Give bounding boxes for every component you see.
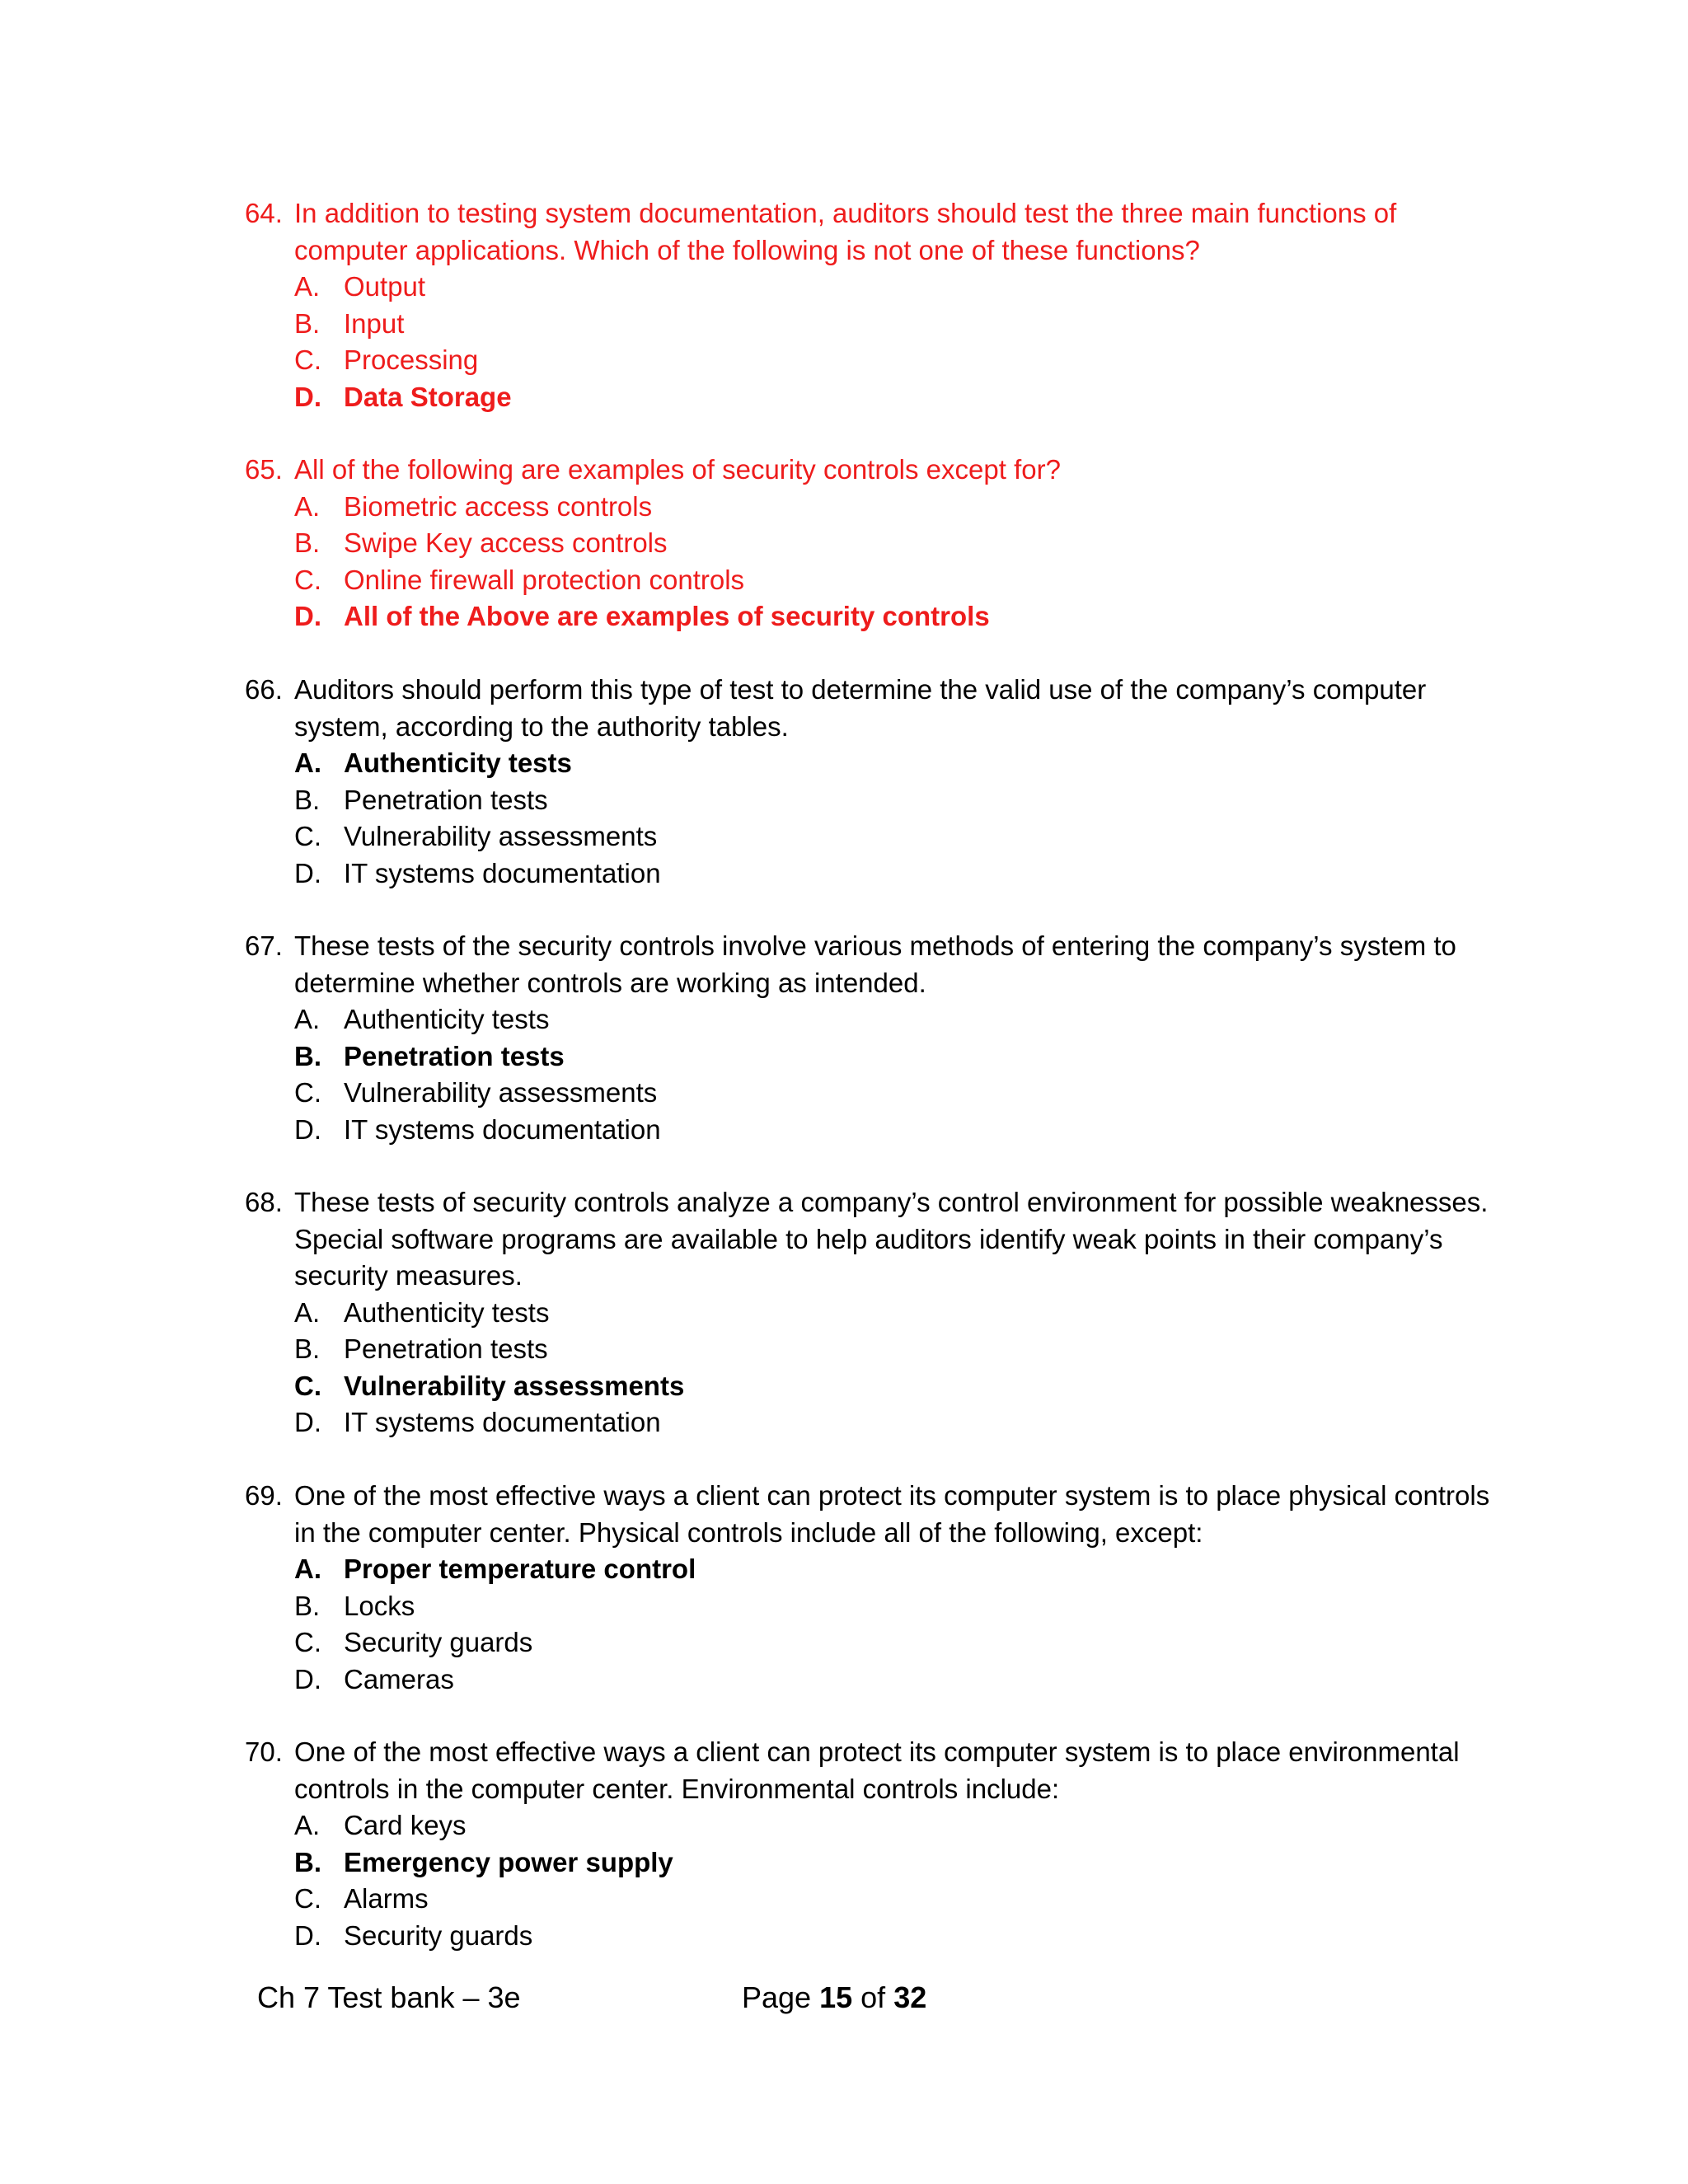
option-c: [245, 1075, 1498, 1112]
option-text: All of the Above are examples of security controls: [344, 601, 990, 631]
option-text: Penetration tests: [344, 1333, 548, 1364]
question-64: [245, 195, 1498, 415]
option-b: [245, 525, 1498, 562]
option-text: Card keys: [344, 1810, 467, 1840]
option-letter: A.: [294, 748, 321, 778]
option-a-correct: [245, 1551, 1498, 1588]
option-c: [245, 1881, 1498, 1918]
option-text: Locks: [344, 1590, 415, 1621]
option-list: [245, 1001, 1498, 1148]
option-b: [245, 306, 1498, 343]
question-text: In addition to testing system documentation, auditors should test the three main functions of computer applications. Which of the following is not one of these functions?: [294, 198, 1397, 265]
footer-document-title: Ch 7 Test bank – 3e: [257, 1980, 521, 2014]
option-letter: B.: [294, 784, 321, 815]
question-stem: [245, 928, 1498, 1001]
question-number: 68.: [245, 1187, 283, 1217]
question-stem: [245, 1478, 1498, 1551]
question-67: [245, 928, 1498, 1148]
option-text: Online firewall protection controls: [344, 564, 745, 595]
question-number: 70.: [245, 1736, 283, 1767]
option-letter: B.: [294, 1846, 321, 1877]
option-d: [245, 855, 1498, 893]
option-text: IT systems documentation: [344, 1407, 661, 1437]
option-d: [245, 1404, 1498, 1441]
option-text: IT systems documentation: [344, 1113, 661, 1145]
option-c-correct: [245, 1368, 1498, 1405]
option-text: Emergency power supply: [344, 1846, 673, 1877]
option-text: Output: [344, 271, 426, 302]
option-letter: C.: [294, 344, 321, 375]
question-stem: [245, 1734, 1498, 1807]
option-a: [245, 1001, 1498, 1038]
option-letter: B.: [294, 307, 321, 339]
option-list: [245, 1295, 1498, 1441]
option-letter: C.: [294, 1370, 321, 1401]
option-letter: D.: [294, 601, 321, 631]
option-d: [245, 1661, 1498, 1699]
option-letter: C.: [294, 1627, 321, 1657]
option-letter: A.: [294, 1810, 321, 1840]
option-d-correct: [245, 598, 1498, 635]
page-number: [742, 1978, 926, 2018]
question-text: Auditors should perform this type of test to determine the valid use of the company’s computer system, according to the authority tables.: [294, 674, 1427, 742]
total-pages: 32: [893, 1980, 927, 2014]
question-65: [245, 452, 1498, 635]
question-66: [245, 672, 1498, 892]
option-text: Penetration tests: [344, 1040, 565, 1071]
question-number: 69.: [245, 1480, 283, 1511]
option-letter: D.: [294, 381, 321, 412]
option-text: Security guards: [344, 1919, 533, 1951]
option-b-correct: [245, 1844, 1498, 1882]
option-list: [245, 489, 1498, 635]
option-letter: D.: [294, 1919, 321, 1951]
option-letter: D.: [294, 1663, 321, 1694]
option-d: [245, 1918, 1498, 1955]
option-a: [245, 1295, 1498, 1332]
of-word: of: [860, 1980, 886, 2014]
option-a-correct: [245, 745, 1498, 782]
option-letter: A.: [294, 271, 321, 302]
question-68: [245, 1184, 1498, 1441]
option-letter: A.: [294, 1554, 321, 1584]
option-b: [245, 782, 1498, 819]
option-list: [245, 269, 1498, 415]
option-letter: A.: [294, 490, 321, 522]
option-b-correct: [245, 1038, 1498, 1076]
question-stem: [245, 1184, 1498, 1295]
option-letter: D.: [294, 1407, 321, 1437]
option-text: Input: [344, 307, 405, 339]
option-text: Processing: [344, 344, 479, 375]
option-c: [245, 818, 1498, 855]
question-69: [245, 1478, 1498, 1698]
option-text: Data Storage: [344, 381, 512, 412]
option-letter: C.: [294, 1883, 321, 1914]
option-a: [245, 269, 1498, 306]
option-c: [245, 1624, 1498, 1661]
option-letter: D.: [294, 1113, 321, 1145]
option-text: Swipe Key access controls: [344, 527, 668, 558]
option-text: Security guards: [344, 1627, 533, 1657]
current-page: 15: [819, 1980, 853, 2014]
option-text: Biometric access controls: [344, 490, 653, 522]
question-number: 64.: [245, 198, 283, 228]
option-c: [245, 342, 1498, 379]
question-text: These tests of security controls analyze a company’s control environment for possible weaknesses. Special software programs are available to help auditors identify weak points in their company’s security measures.: [294, 1187, 1489, 1291]
option-letter: B.: [294, 527, 321, 558]
option-letter: B.: [294, 1333, 321, 1364]
question-70: [245, 1734, 1498, 1954]
option-letter: A.: [294, 1296, 321, 1328]
option-d: [245, 1112, 1498, 1149]
option-text: Authenticity tests: [344, 1004, 550, 1034]
option-text: Proper temperature control: [344, 1554, 696, 1584]
option-letter: A.: [294, 1004, 321, 1034]
option-a: [245, 1807, 1498, 1844]
option-a: [245, 489, 1498, 526]
question-text: One of the most effective ways a client can protect its computer system is to place environmental controls in the computer center. Environmental controls include:: [294, 1736, 1460, 1804]
option-d-correct: [245, 379, 1498, 416]
question-text: All of the following are examples of security controls except for?: [294, 454, 1061, 485]
option-c: [245, 562, 1498, 599]
option-text: Authenticity tests: [344, 748, 572, 778]
option-list: [245, 745, 1498, 892]
option-text: Vulnerability assessments: [344, 1370, 685, 1401]
option-text: Vulnerability assessments: [344, 821, 658, 851]
option-text: Alarms: [344, 1883, 429, 1914]
page-word: Page: [742, 1980, 812, 2014]
question-stem: [245, 195, 1498, 269]
question-stem: [245, 452, 1498, 489]
question-number: 65.: [245, 454, 283, 485]
option-list: [245, 1551, 1498, 1698]
question-stem: [245, 672, 1498, 745]
option-text: Penetration tests: [344, 784, 548, 815]
option-letter: C.: [294, 821, 321, 851]
option-letter: B.: [294, 1040, 321, 1071]
option-b: [245, 1331, 1498, 1368]
option-letter: C.: [294, 564, 321, 595]
question-text: These tests of the security controls involve various methods of entering the company’s system to determine whether controls are working as intended.: [294, 930, 1456, 998]
option-letter: D.: [294, 857, 321, 888]
option-b: [245, 1588, 1498, 1625]
option-text: Vulnerability assessments: [344, 1077, 658, 1108]
question-number: 66.: [245, 674, 283, 705]
option-letter: B.: [294, 1590, 321, 1621]
option-text: IT systems documentation: [344, 857, 661, 888]
option-text: Cameras: [344, 1663, 454, 1694]
question-number: 67.: [245, 930, 283, 961]
question-text: One of the most effective ways a client can protect its computer system is to place physical controls in the computer center. Physical controls include all of the following, except:: [294, 1480, 1490, 1548]
option-text: Authenticity tests: [344, 1296, 550, 1328]
option-letter: C.: [294, 1077, 321, 1108]
option-list: [245, 1807, 1498, 1954]
